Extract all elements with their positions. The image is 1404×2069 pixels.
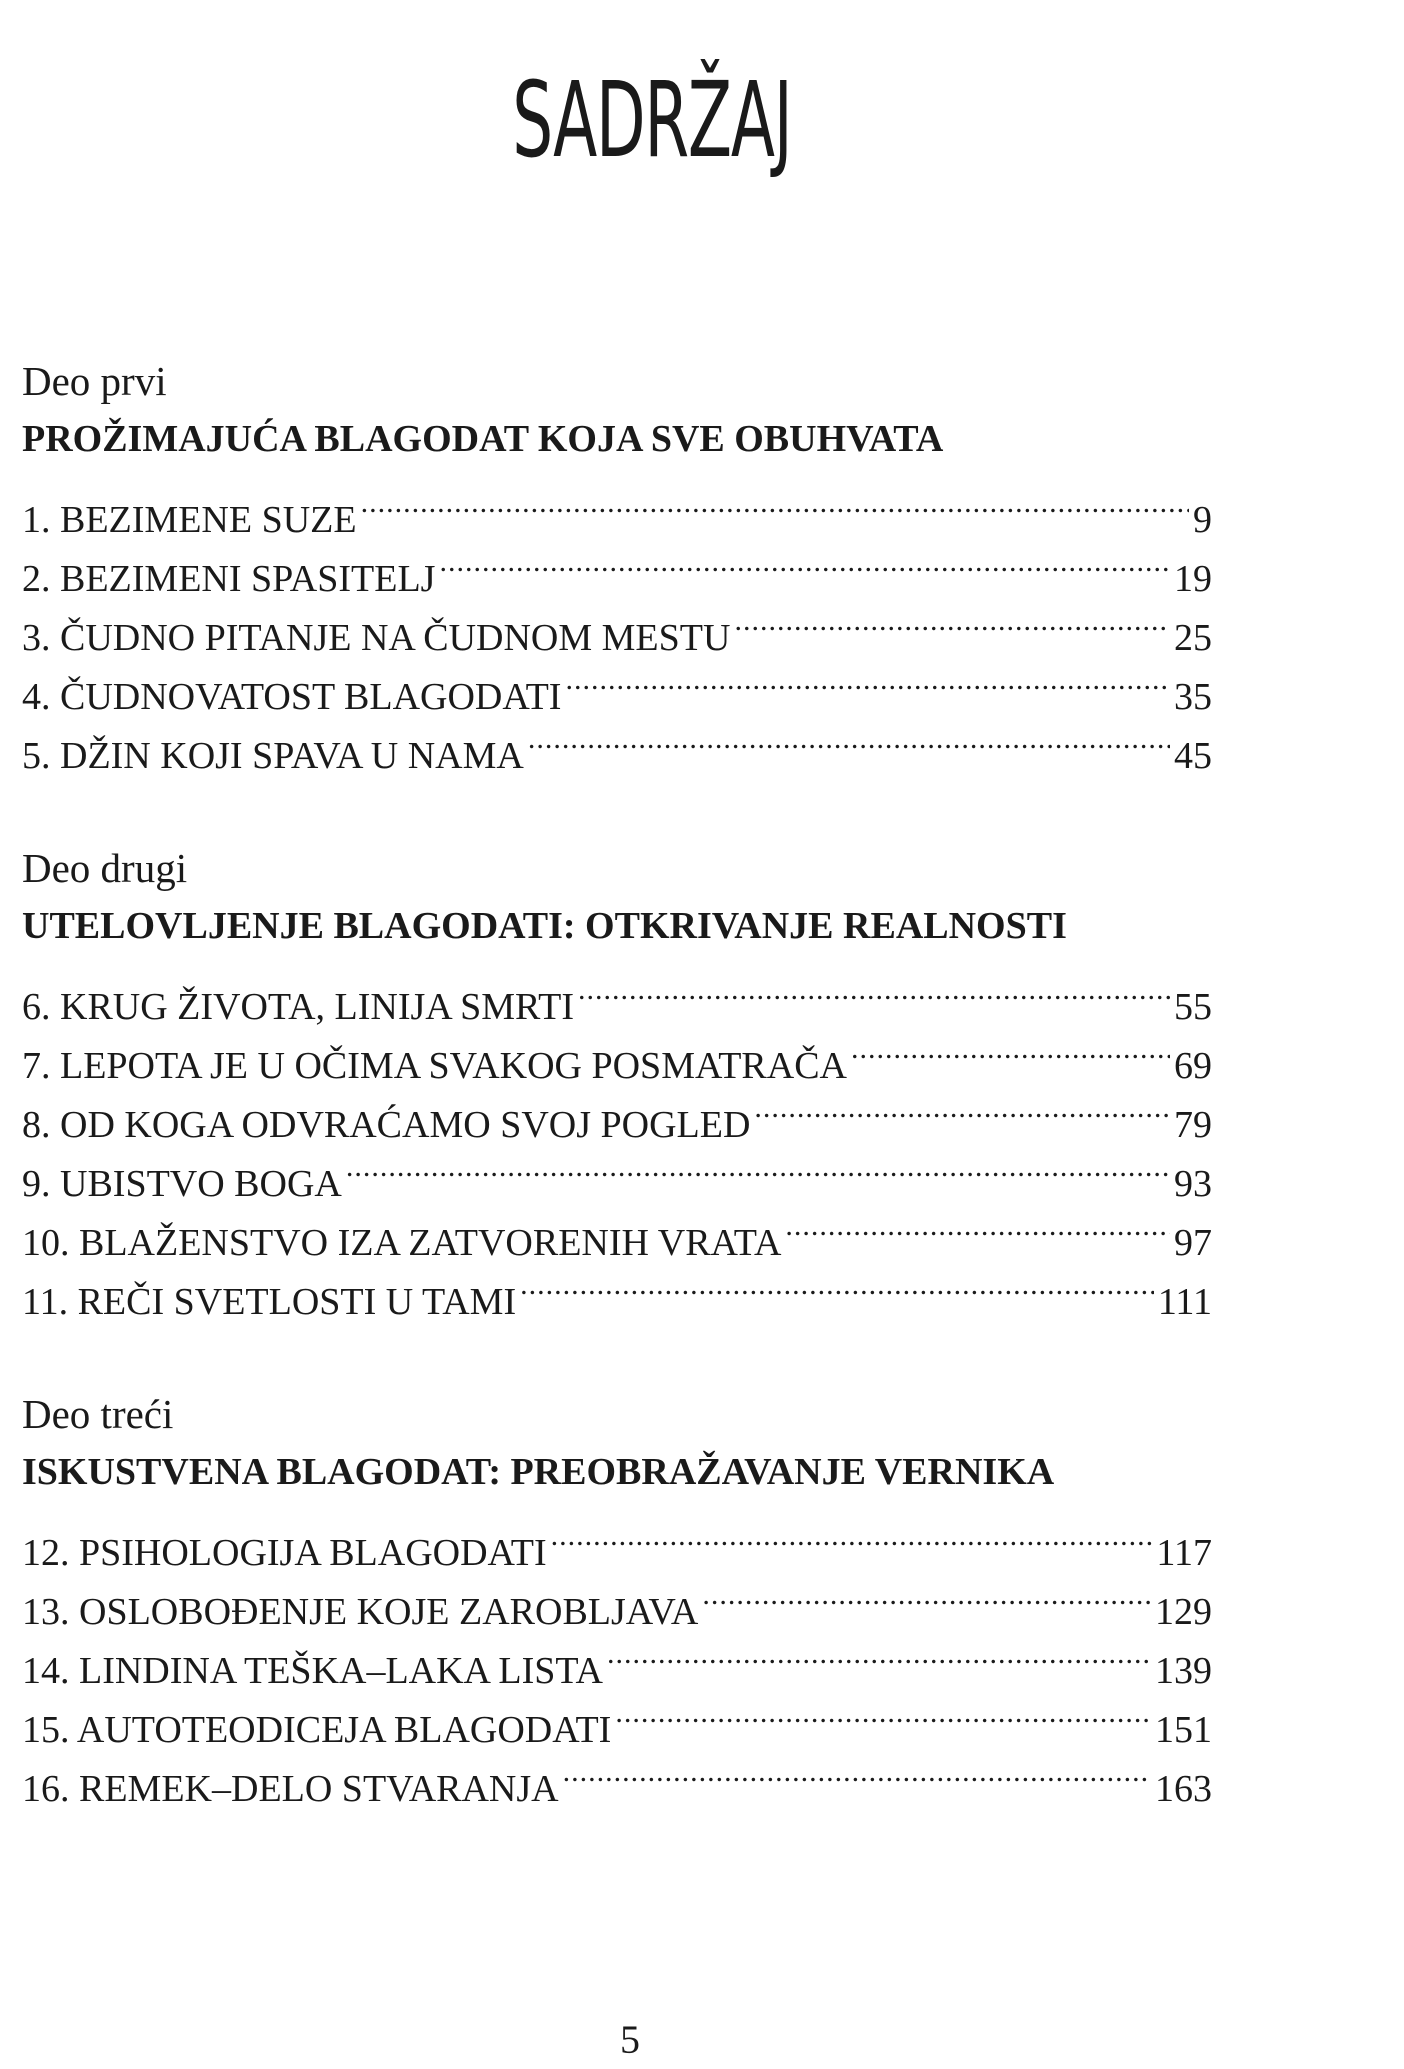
entry-title: 10. BLAŽENSTVO IZA ZATVORENIH VRATA [22, 1222, 782, 1264]
entry-title: 5. DŽIN KOJI SPAVA U NAMA [22, 735, 524, 777]
dot-leader [734, 591, 1170, 650]
entry-page: 25 [1174, 617, 1212, 659]
part-label: Deo drugi [22, 845, 188, 891]
part-label: Deo treći [22, 1391, 174, 1437]
entry-page: 129 [1155, 1591, 1212, 1633]
entry-page: 151 [1155, 1709, 1212, 1751]
dot-leader [607, 1624, 1151, 1683]
entry-title: 9. UBISTVO BOGA [22, 1163, 342, 1205]
entry-title: 8. OD KOGA ODVRAĆAMO SVOJ POGLED [22, 1104, 751, 1146]
entry-page: 19 [1174, 558, 1212, 600]
toc-entry[interactable] [22, 473, 1212, 541]
part-heading: ISKUSTVENA BLAGODAT: PREOBRAŽAVANJE VERNIKA [22, 1451, 1055, 1493]
entry-title: 14. LINDINA TEŠKA–LAKA LISTA [22, 1650, 604, 1692]
entry-title: 15. AUTOTEODICEJA BLAGODATI [22, 1709, 612, 1751]
entry-page: 35 [1174, 676, 1212, 718]
entry-page: 9 [1193, 499, 1212, 541]
part-heading: PROŽIMAJUĆA BLAGODAT KOJA SVE OBUHVATA [22, 418, 944, 460]
dot-leader [528, 709, 1170, 768]
entry-title: 11. REČI SVETLOSTI U TAMI [22, 1281, 517, 1323]
dot-leader [346, 1137, 1170, 1196]
entry-page: 139 [1155, 1650, 1212, 1692]
entry-page: 45 [1174, 735, 1212, 777]
dot-leader [563, 1742, 1151, 1801]
entry-title: 1. BEZIMENE SUZE [22, 499, 357, 541]
entry-page: 117 [1156, 1532, 1212, 1574]
entry-title: 7. LEPOTA JE U OČIMA SVAKOG POSMATRAČA [22, 1045, 847, 1087]
part-label: Deo prvi [22, 358, 167, 404]
dot-leader [578, 960, 1170, 1019]
entry-title: 4. ČUDNOVATOST BLAGODATI [22, 676, 562, 718]
dot-leader [565, 650, 1170, 709]
toc-entry[interactable] [22, 1506, 1212, 1574]
dot-leader [551, 1506, 1153, 1565]
entry-page: 97 [1174, 1222, 1212, 1264]
toc-part-1 [22, 355, 1212, 777]
entry-page: 93 [1174, 1163, 1212, 1205]
toc-entry[interactable] [22, 960, 1212, 1028]
entry-title: 13. OSLOBOĐENJE KOJE ZAROBLJAVA [22, 1591, 699, 1633]
entry-page: 111 [1157, 1281, 1212, 1323]
entry-page: 69 [1174, 1045, 1212, 1087]
entry-title: 6. KRUG ŽIVOTA, LINIJA SMRTI [22, 986, 574, 1028]
entry-title: 3. ČUDNO PITANJE NA ČUDNOM MESTU [22, 617, 731, 659]
entry-page: 79 [1174, 1104, 1212, 1146]
dot-leader [851, 1019, 1170, 1078]
part-heading: UTELOVLJENJE BLAGODATI: OTKRIVANJE REALNOSTI [22, 905, 1067, 947]
dot-leader [615, 1683, 1151, 1742]
dot-leader [439, 532, 1170, 591]
entry-title: 12. PSIHOLOGIJA BLAGODATI [22, 1532, 547, 1574]
dot-leader [361, 473, 1189, 532]
entry-page: 163 [1155, 1768, 1212, 1810]
entry-title: 2. BEZIMENI SPASITELJ [22, 558, 436, 600]
dot-leader [702, 1565, 1151, 1624]
toc-part-3 [22, 1388, 1212, 1810]
page-number: 5 [620, 2017, 640, 2062]
dot-leader [520, 1255, 1154, 1314]
dot-leader [754, 1078, 1170, 1137]
page-title: SADRŽAJ [512, 59, 792, 181]
toc-part-2 [22, 842, 1212, 1323]
entry-page: 55 [1174, 986, 1212, 1028]
dot-leader [785, 1196, 1170, 1255]
entry-title: 16. REMEK–DELO STVARANJA [22, 1768, 559, 1810]
